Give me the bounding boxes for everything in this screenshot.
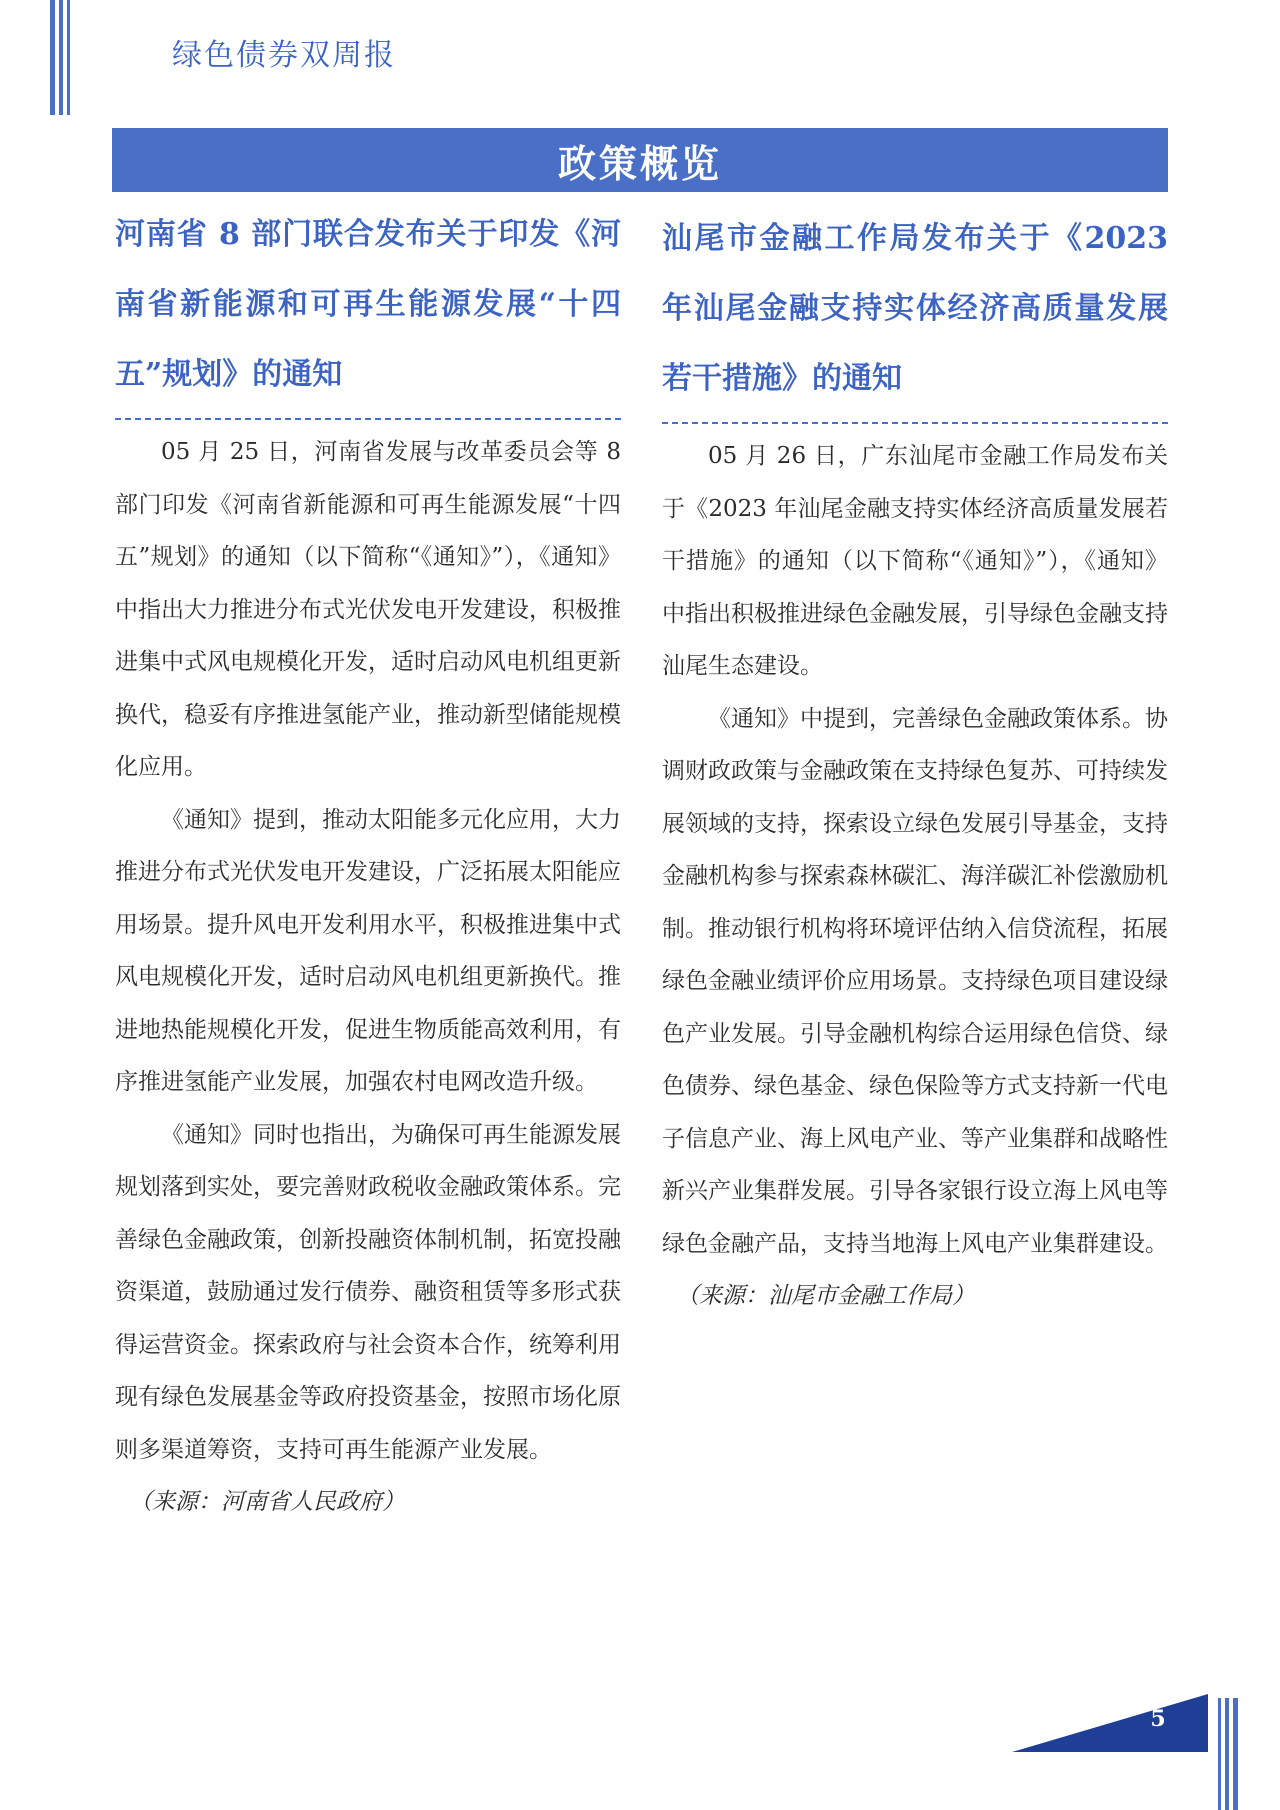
left-decorative-bars — [50, 0, 74, 115]
left-title-divider — [115, 418, 621, 420]
right-article-title: 汕尾市金融工作局发布关于《2023 年汕尾金融支持实体经济高质量发展若干措施》的通知 — [662, 221, 1168, 396]
right-decorative-bars — [1218, 1698, 1242, 1810]
section-banner — [112, 128, 1168, 192]
section-title: 政策概览 — [557, 140, 722, 186]
left-paragraph-3: 《通知》同时也指出，为确保可再生能源发展规划落到实处，要完善财政税收金融政策体系。完善绿色金融政策，创新投融资体制机制，拓宽投融资渠道，鼓励通过发行债券、融资租赁等多形式获得运营资金。探索政府与社会资本合作，统筹利用现有绿色发展基金等政府投资基金，按照市场化原则多渠道筹资，支持可再生能源产业发展。 — [115, 1121, 621, 1463]
right-paragraph-2: 《通知》中提到，完善绿色金融政策体系。协调财政政策与金融政策在支持绿色复苏、可持续发展领域的支持，探索设立绿色发展引导基金，支持金融机构参与探索森林碳汇、海洋碳汇补偿激励机制。推动银行机构将环境评估纳入信贷流程，拓展绿色金融业绩评价应用场景。支持绿色项目建设绿色产业发展。引导金融机构综合运用绿色信贷、绿色债券、绿色基金、绿色保险等方式支持新一代电子信息产业、海上风电产业、等产业集群和战略性新兴产业集群发展。引导各家银行设立海上风电等绿色金融产品，支持当地海上风电产业集群建设。 — [662, 705, 1168, 1257]
right-title-divider — [662, 422, 1168, 424]
left-article — [115, 200, 621, 1529]
right-article — [662, 200, 1168, 1323]
right-article-source: （来源：汕尾市金融工作局） — [676, 1283, 975, 1309]
left-paragraph-2: 《通知》提到，推动太阳能多元化应用，大力推进分布式光伏发电开发建设，广泛拓展太阳能应用场景。提升风电开发利用水平，积极推进集中式风电规模化开发，适时启动风电机组更新换代。推进地热能规模化开发，促进生物质能高效利用，有序推进氢能产业发展，加强农村电网改造升级。 — [115, 806, 621, 1095]
right-paragraph-1: 05 月 26 日，广东汕尾市金融工作局发布关于《2023 年汕尾金融支持实体经济高质量发展若干措施》的通知（以下简称“《通知》”），《通知》中指出积极推进绿色金融发展，引导绿色金融支持汕尾生态建设。 — [662, 443, 1168, 679]
page-corner-triangle — [1012, 1694, 1212, 1754]
left-article-title: 河南省 8 部门联合发布关于印发《河南省新能源和可再生能源发展“十四五”规划》的通知 — [115, 217, 621, 392]
newsletter-title: 绿色债券双周报 — [172, 38, 396, 73]
left-paragraph-1: 05 月 25 日，河南省发展与改革委员会等 8 部门印发《河南省新能源和可再生能源发展“十四五”规划》的通知（以下简称“《通知》”），《通知》中指出大力推进分布式光伏发电开发建设，积极推进集中式风电规模化开发，适时启动风电机组更新换代，稳妥有序推进氢能产业，推动新型储能规模化应用。 — [115, 439, 621, 780]
left-article-source: （来源：河南省人民政府） — [129, 1489, 405, 1515]
page-number: 5 — [1150, 1706, 1166, 1732]
